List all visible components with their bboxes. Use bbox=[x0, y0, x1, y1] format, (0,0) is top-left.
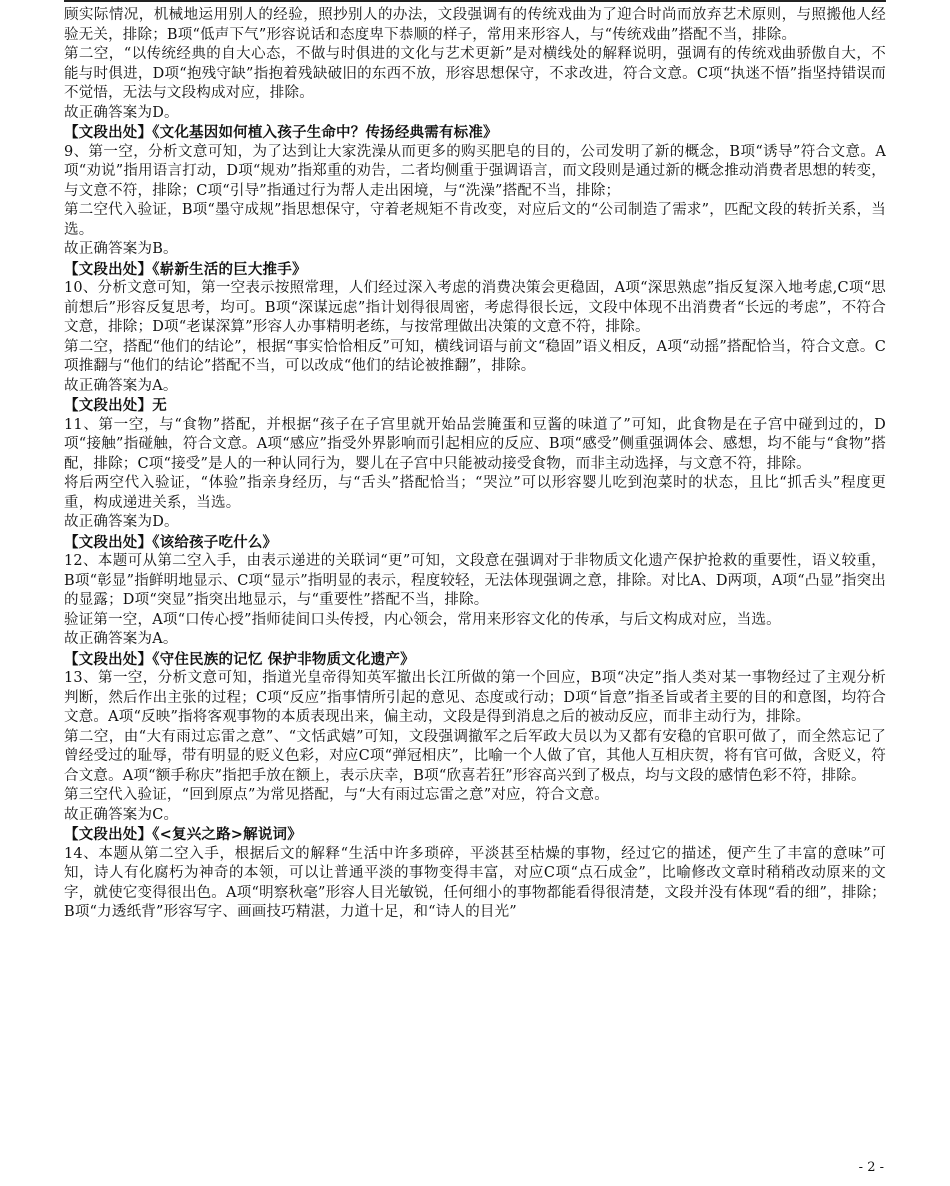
question-14-paragraph: 14、本题从第二空入手，根据后文的解释“生活中许多琐碎，平淡甚至枯燥的事物，经过它的描述，便产生了丰富的意味”可知，诗人有化腐朽为神奇的本领，可以让普通平淡的事物变得丰富，对应C项“点石成金”，比喻修改文章时稍稍改动原来的文字，就使它变得很出色。A项“明察秋毫”形容人目光敏锐，任何细小的事物都能看得很清楚，文段并没有体现“看的细”，排除；B项“力透纸背”形容写字、画画技巧精湛，力道十足，和“诗人的目光” bbox=[64, 845, 886, 920]
source-line: 【文段出处】无 bbox=[64, 397, 167, 414]
page-number: - 2 - bbox=[858, 1160, 884, 1175]
document-body bbox=[64, 6, 886, 923]
answer-line: 故正确答案为C。 bbox=[64, 806, 179, 823]
paragraph: 顾实际情况，机械地运用别人的经验，照抄别人的办法，文段强调有的传统戏曲为了迎合时尚而放弃艺术原则，与照搬他人经验无关，排除；B项“低声下气”形容说话和态度卑下恭顺的样子，常用来形容人，与“传统戏曲”搭配不当，排除。 bbox=[64, 7, 886, 43]
answer-line: 故正确答案为A。 bbox=[64, 377, 178, 394]
question-12-paragraph: 12、本题可从第二空入手，由表示递进的关联词“更”可知，文段意在强调对于非物质文化遗产保护抢救的重要性，语义较重，B项“彰显”指鲜明地显示、C项“显示”指明显的表示，程度较轻，无法体现强调之意，排除。对比A、D两项，A项“凸显”指突出的显露；D项“突显”指突出地显示，与“重要性”搭配不当，排除。 bbox=[64, 553, 886, 608]
source-line: 【文段出处】《文化基因如何植入孩子生命中？传扬经典需有标准》 bbox=[64, 124, 498, 141]
paragraph: 验证第一空，A项“口传心授”指师徒间口头传授，内心领会，常用来形容文化的传承，与后文构成对应，当选。 bbox=[64, 611, 781, 628]
question-9-paragraph: 9、第一空，分析文意可知，为了达到让大家洗澡从而更多的购买肥皂的目的，公司发明了新的概念，B项“诱导”符合文意。A项“劝说”指用语言打动，D项“规劝”指郑重的劝告，二者均侧重于强调语言，而文段则是通过新的概念推动消费者思想的转变，与文意不符，排除；C项“引导”指通过行为帮人走出困境，与“洗澡”搭配不当，排除； bbox=[64, 143, 886, 199]
source-line: 【文段出处】《崭新生活的巨大推手》 bbox=[64, 260, 307, 278]
question-10-paragraph: 10、分析文意可知，第一空表示按照常理，人们经过深入考虑的消费决策会更稳固，A项“深思熟虑”指反复深入地考虑,C项“思前想后”形容反复思考，均可。B项“深谋远虑”指计划得很周密，考虑得很长远，文段中体现不出消费者“长远的考虑”，不符合文意，排除；D项“老谋深算”形容人办事精明老练，与按常理做出决策的文意不符，排除。 bbox=[64, 280, 886, 335]
source-line: 【文段出处】《该给孩子吃什么》 bbox=[64, 533, 278, 551]
source-line: 【文段出处】《守住民族的记忆 保护非物质文化遗产》 bbox=[64, 650, 415, 668]
answer-line: 故正确答案为D。 bbox=[64, 104, 179, 121]
answer-line: 故正确答案为B。 bbox=[64, 241, 178, 257]
question-11-paragraph: 11、第一空，与“食物”搭配，并根据“孩子在子宫里就开始品尝腌蛋和豆酱的味道了”可知，此食物是在子宫中碰到过的，D项“接触”指碰触，符合文意。A项“感应”指受外界影响而引起相应的反应、B项“感受”侧重强调体会、感想，均不能与“食物”搭配，排除；C项“接受”是人的一种认同行为，婴儿在子宫中只能被动接受食物，而非主动选择，与文意不符，排除。 bbox=[64, 416, 886, 472]
paragraph: 第二空，搭配“他们的结论”，根据“事实恰恰相反”可知，横线词语与前文“稳固”语义相反，A项“动摇”搭配恰当，符合文意。C项推翻与“他们的结论”搭配不当，可以改成“他们的结论被推翻”，排除。 bbox=[64, 338, 886, 374]
answer-line: 故正确答案为A。 bbox=[64, 631, 178, 647]
source-line: 【文段出处】《<复兴之路>解说词》 bbox=[64, 826, 302, 843]
paragraph: 第二空代入验证，B项“墨守成规”指思想保守，守着老规矩不肯改变，对应后文的“公司制造了需求”，匹配文段的转折关系，当选。 bbox=[64, 202, 886, 238]
top-divider bbox=[64, 0, 886, 2]
paragraph: 将后两空代入验证，“体验”指亲身经历，与“舌头”搭配恰当；“哭泣”可以形容婴儿吃到泡菜时的状态，且比“抓舌头”程度更重，构成递进关系，当选。 bbox=[64, 475, 886, 511]
paragraph: 第二空，“以传统经典的自大心态，不做与时俱进的文化与艺术更新”是对横线处的解释说明，强调有的传统戏曲骄傲自大，不能与时俱进，D项“抱残守缺”指抱着残缺破旧的东西不放，形容思想保守，不求改进，符合文意。C项“执迷不悟”指坚持错误而不觉悟，无法与文段构成对应，排除。 bbox=[64, 46, 886, 101]
paragraph: 第二空，由“大有雨过忘雷之意”、“文恬武嬉”可知，文段强调撤军之后军政大员以为又都有安稳的官职可做了，而全然忘记了曾经受过的耻辱，带有明显的贬义色彩，对应C项“弹冠相庆”，比喻一个人做了官，其他人互相庆贺，将有官可做，含贬义，符合文意。A项“额手称庆”指把手放在额上，表示庆幸，B项“欣喜若狂”形容高兴到了极点，均与文段的感情色彩不符，排除。 bbox=[64, 728, 886, 784]
answer-line: 故正确答案为D。 bbox=[64, 514, 179, 530]
question-13-paragraph: 13、第一空，分析文意可知，指道光皇帝得知英军撤出长江所做的第一个回应，B项“决定”指人类对某一事物经过了主观分析判断，然后作出主张的过程；C项“反应”指事情所引起的意见、态度或行动；D项“旨意”指圣旨或者主要的目的和意图，均符合文意。A项“反映”指将客观事物的本质表现出来，偏主动，文段是得到消息之后的被动反应，而非主动行为，排除。 bbox=[64, 670, 886, 725]
paragraph: 第三空代入验证，“回到原点”为常见搭配，与“大有雨过忘雷之意”对应，符合文意。 bbox=[64, 787, 609, 803]
